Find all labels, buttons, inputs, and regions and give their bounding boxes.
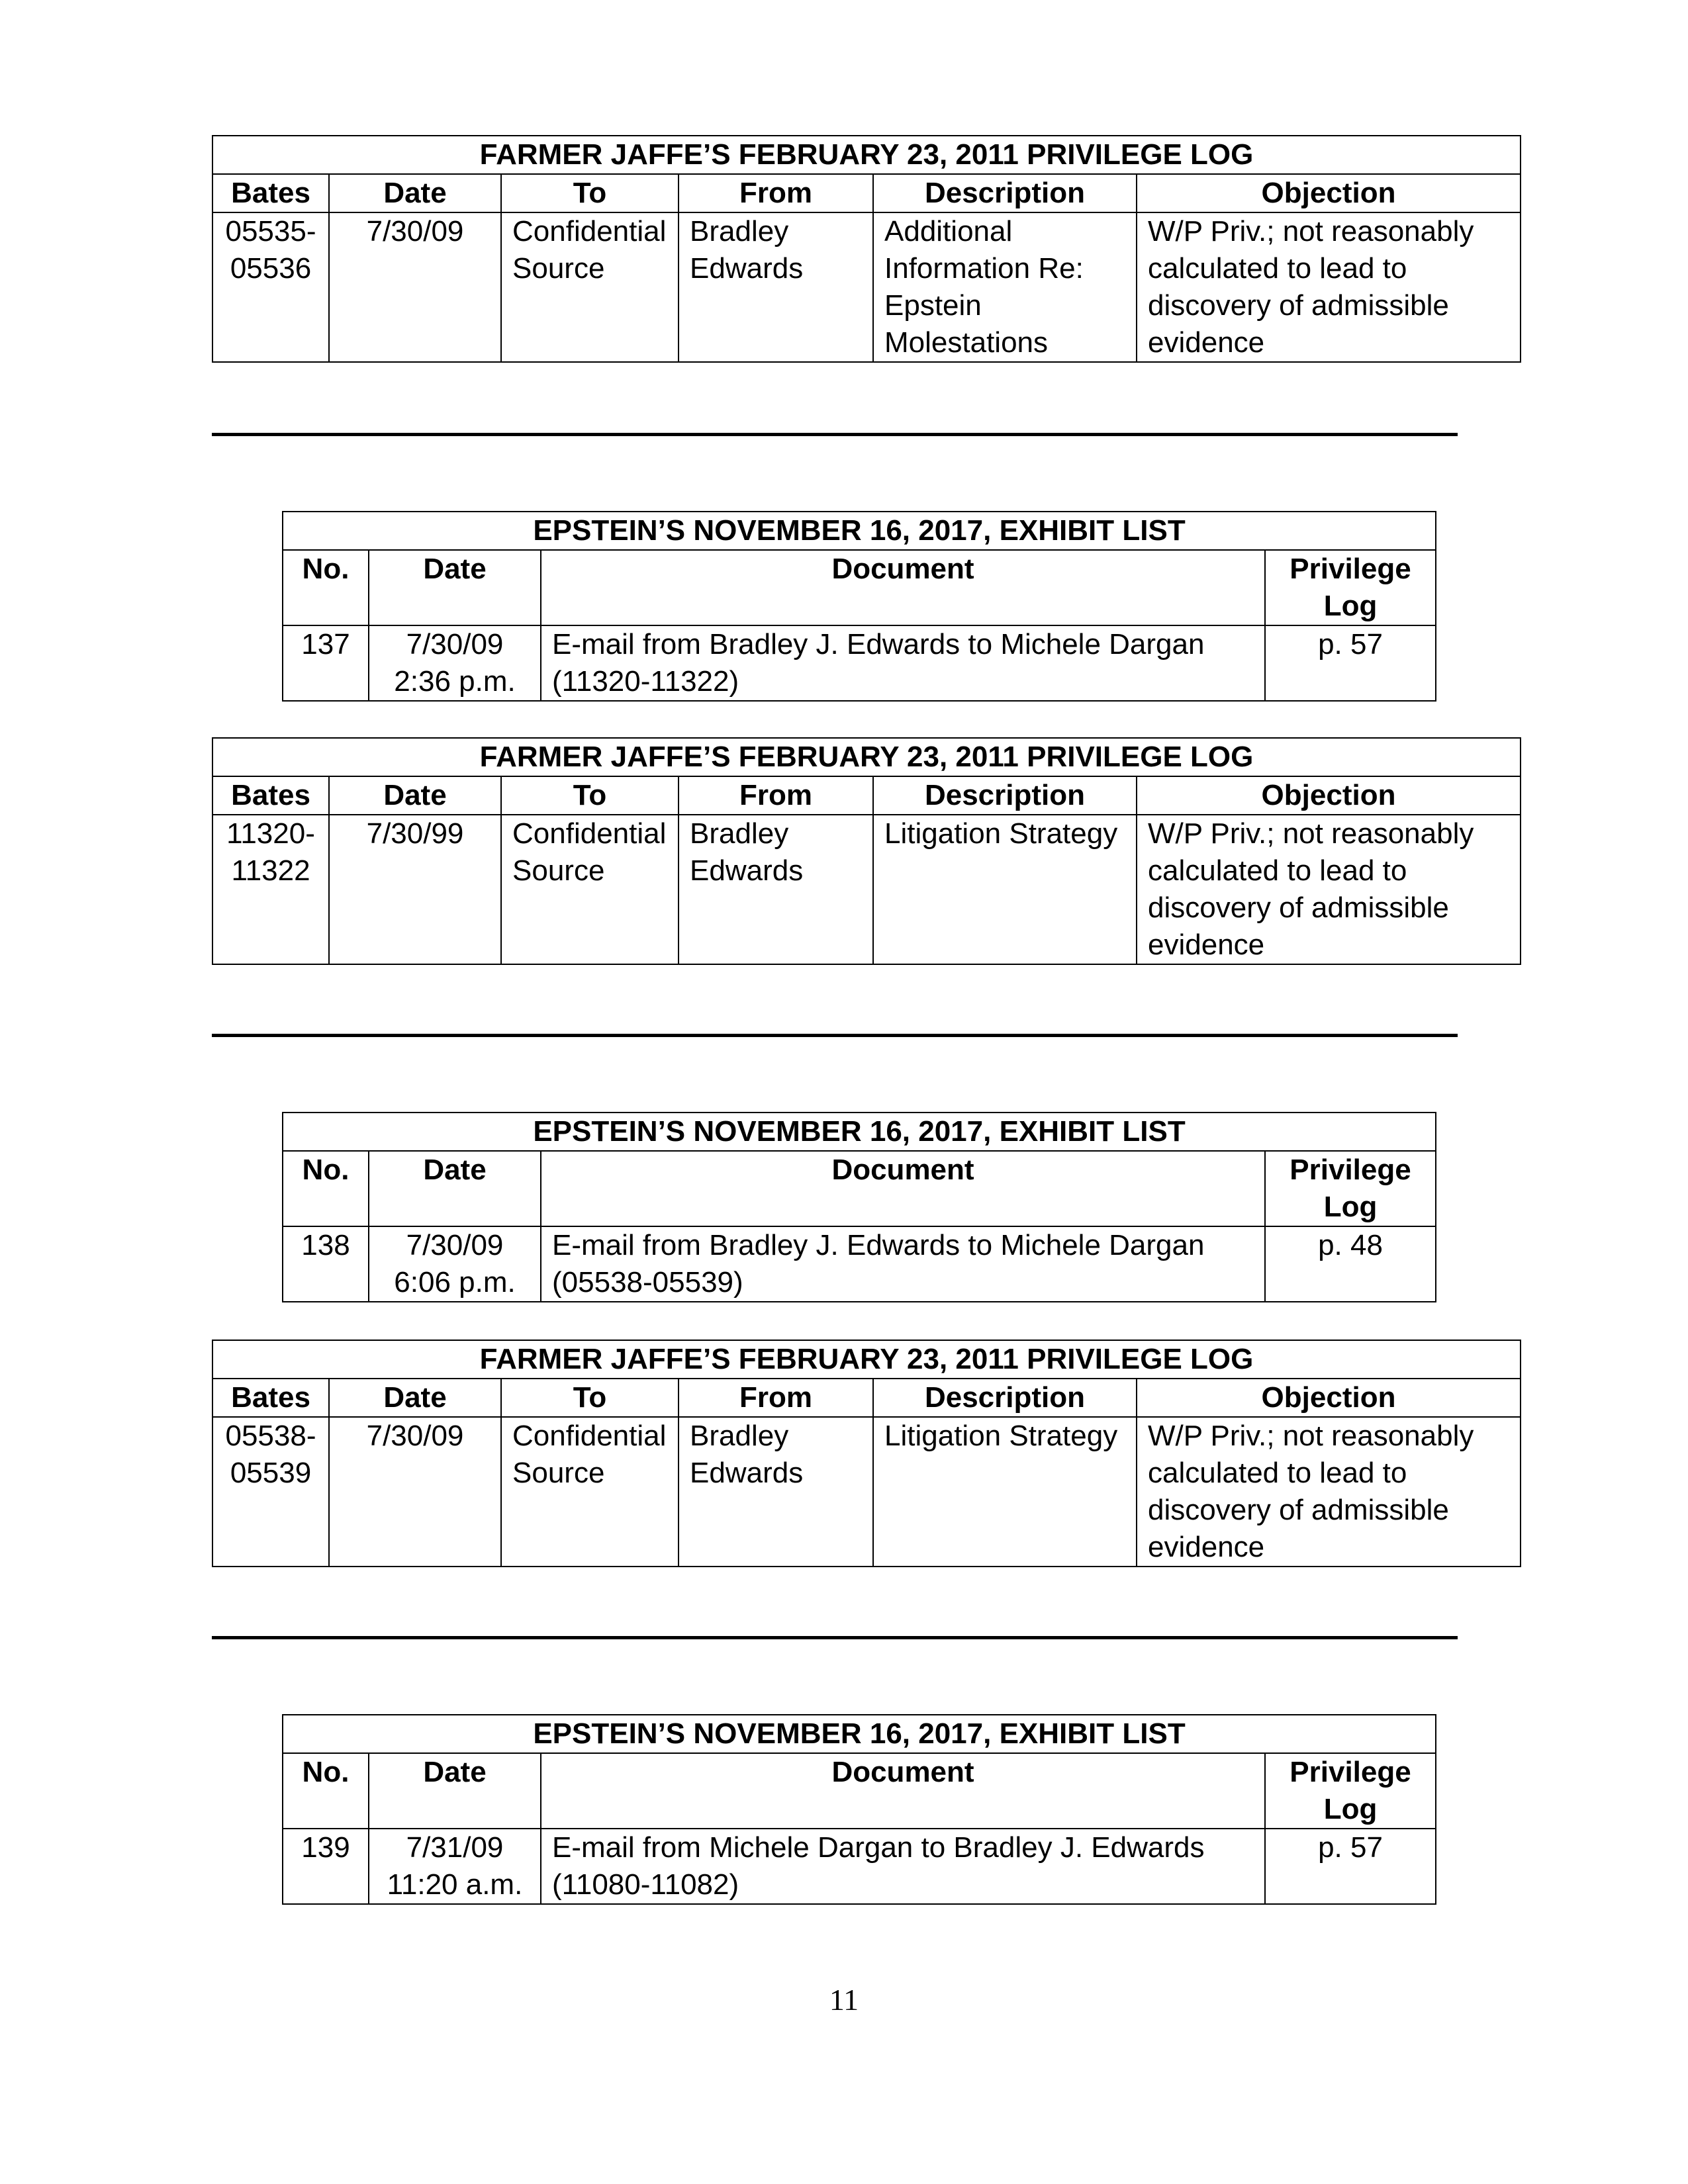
- objection-cell: W/P Priv.; not reasonably calculated to lead to discovery of admissible evidence: [1137, 212, 1521, 362]
- column-header-objection: Objection: [1137, 174, 1521, 212]
- privilege-log-table: [212, 737, 1521, 965]
- page-number: 11: [829, 1983, 859, 2017]
- column-header-date: Date: [329, 1379, 501, 1417]
- document-cell: E-mail from Michele Dargan to Bradley J. Edwards (11080-11082): [541, 1829, 1265, 1904]
- column-header-no: No.: [283, 1753, 369, 1829]
- column-header-date: Date: [369, 550, 541, 625]
- column-header-from: From: [679, 776, 873, 815]
- objection-cell: W/P Priv.; not reasonably calculated to lead to discovery of admissible evidence: [1137, 815, 1521, 964]
- date-cell: 7/30/09: [329, 1417, 501, 1567]
- from-cell: Bradley Edwards: [679, 815, 873, 964]
- date-cell: 7/30/99: [329, 815, 501, 964]
- from-cell: Bradley Edwards: [679, 212, 873, 362]
- column-header-bates: Bates: [212, 174, 329, 212]
- column-header-description: Description: [873, 1379, 1137, 1417]
- privilege-log-page-cell: p. 57: [1265, 1829, 1436, 1904]
- table-row: [212, 212, 1521, 362]
- column-header-description: Description: [873, 174, 1137, 212]
- privilege-log-page-cell: p. 57: [1265, 625, 1436, 701]
- from-cell: Bradley Edwards: [679, 1417, 873, 1567]
- column-header-from: From: [679, 174, 873, 212]
- column-header-date: Date: [369, 1753, 541, 1829]
- column-header-date: Date: [369, 1151, 541, 1226]
- column-header-bates: Bates: [212, 1379, 329, 1417]
- privilege-log-title: FARMER JAFFE’S FEBRUARY 23, 2011 PRIVILEGE LOG: [212, 1340, 1521, 1379]
- exhibit-number-cell: 137: [283, 625, 369, 701]
- document-cell: E-mail from Bradley J. Edwards to Michele Dargan (11320-11322): [541, 625, 1265, 701]
- date-cell: 7/30/09 2:36 p.m.: [369, 625, 541, 701]
- column-header-bates: Bates: [212, 776, 329, 815]
- privilege-log-table: [212, 1340, 1521, 1567]
- section-divider: [212, 1034, 1458, 1037]
- column-header-privilege-log: Privilege Log: [1265, 1151, 1436, 1226]
- bates-cell: 11320- 11322: [212, 815, 329, 964]
- column-header-date: Date: [329, 174, 501, 212]
- column-header-to: To: [501, 1379, 679, 1417]
- objection-cell: W/P Priv.; not reasonably calculated to lead to discovery of admissible evidence: [1137, 1417, 1521, 1567]
- privilege-log-title: FARMER JAFFE’S FEBRUARY 23, 2011 PRIVILEGE LOG: [212, 738, 1521, 776]
- section-divider: [212, 433, 1458, 436]
- column-header-document: Document: [541, 550, 1265, 625]
- column-header-description: Description: [873, 776, 1137, 815]
- exhibit-list-title: EPSTEIN’S NOVEMBER 16, 2017, EXHIBIT LIST: [283, 512, 1436, 550]
- privilege-log-table: [212, 135, 1521, 363]
- column-header-document: Document: [541, 1151, 1265, 1226]
- column-header-objection: Objection: [1137, 776, 1521, 815]
- column-header-to: To: [501, 174, 679, 212]
- column-header-date: Date: [329, 776, 501, 815]
- table-row: [283, 625, 1436, 701]
- description-cell: Additional Information Re: Epstein Molestations: [873, 212, 1137, 362]
- column-header-privilege-log: Privilege Log: [1265, 550, 1436, 625]
- exhibit-number-cell: 138: [283, 1226, 369, 1302]
- column-header-to: To: [501, 776, 679, 815]
- to-cell: Confidential Source: [501, 1417, 679, 1567]
- description-cell: Litigation Strategy: [873, 815, 1137, 964]
- date-cell: 7/31/09 11:20 a.m.: [369, 1829, 541, 1904]
- exhibit-list-table: [282, 1714, 1436, 1905]
- column-header-no: No.: [283, 1151, 369, 1226]
- date-cell: 7/30/09 6:06 p.m.: [369, 1226, 541, 1302]
- exhibit-list-table: [282, 511, 1436, 702]
- exhibit-list-title: EPSTEIN’S NOVEMBER 16, 2017, EXHIBIT LIST: [283, 1113, 1436, 1151]
- section-divider: [212, 1636, 1458, 1639]
- to-cell: Confidential Source: [501, 815, 679, 964]
- column-header-no: No.: [283, 550, 369, 625]
- exhibit-list-title: EPSTEIN’S NOVEMBER 16, 2017, EXHIBIT LIST: [283, 1715, 1436, 1753]
- column-header-objection: Objection: [1137, 1379, 1521, 1417]
- table-row: [283, 1226, 1436, 1302]
- bates-cell: 05538- 05539: [212, 1417, 329, 1567]
- column-header-privilege-log: Privilege Log: [1265, 1753, 1436, 1829]
- table-row: [212, 1417, 1521, 1567]
- privilege-log-title: FARMER JAFFE’S FEBRUARY 23, 2011 PRIVILEGE LOG: [212, 136, 1521, 174]
- exhibit-number-cell: 139: [283, 1829, 369, 1904]
- bates-cell: 05535- 05536: [212, 212, 329, 362]
- privilege-log-page-cell: p. 48: [1265, 1226, 1436, 1302]
- column-header-from: From: [679, 1379, 873, 1417]
- table-row: [283, 1829, 1436, 1904]
- document-cell: E-mail from Bradley J. Edwards to Michele Dargan (05538-05539): [541, 1226, 1265, 1302]
- table-row: [212, 815, 1521, 964]
- date-cell: 7/30/09: [329, 212, 501, 362]
- to-cell: Confidential Source: [501, 212, 679, 362]
- description-cell: Litigation Strategy: [873, 1417, 1137, 1567]
- column-header-document: Document: [541, 1753, 1265, 1829]
- exhibit-list-table: [282, 1112, 1436, 1302]
